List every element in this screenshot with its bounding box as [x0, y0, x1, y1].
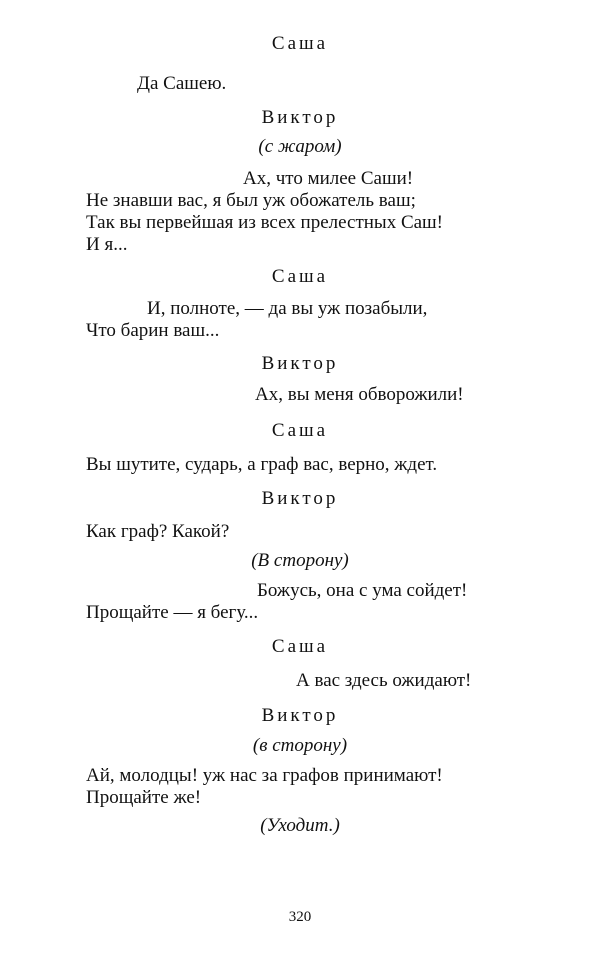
verse-line: Прощайте же!	[86, 787, 202, 808]
verse-line: Не знавши вас, я был уж обожатель ваш;	[86, 190, 416, 211]
stage-direction: (с жаром)	[258, 136, 342, 157]
verse-line: И я...	[86, 234, 128, 255]
speaker-sasha: Саша	[271, 33, 329, 54]
speaker-viktor: Виктор	[261, 705, 339, 726]
verse-line: Что барин ваш...	[86, 320, 220, 341]
verse-line: Вы шутите, сударь, а граф вас, верно, ждет.	[86, 454, 438, 475]
speaker-sasha: Саша	[271, 420, 329, 441]
stage-direction: (в сторону)	[252, 735, 348, 756]
speaker-sasha: Саша	[271, 636, 329, 657]
speaker-sasha: Саша	[271, 266, 329, 287]
stage-direction: (Уходит.)	[260, 815, 340, 836]
stage-direction: (В сторону)	[251, 550, 349, 571]
verse-line: Ах, что милее Саши!	[243, 168, 414, 189]
verse-line: И, полноте, — да вы уж позабыли,	[147, 298, 428, 319]
verse-line: Ах, вы меня обворожили!	[255, 384, 464, 405]
speaker-viktor: Виктор	[261, 488, 339, 509]
verse-line: Божусь, она с ума сойдет!	[257, 580, 468, 601]
page-number: 320	[288, 909, 312, 925]
verse-line: Да Сашею.	[137, 73, 227, 94]
speaker-viktor: Виктор	[261, 107, 339, 128]
speaker-viktor: Виктор	[261, 353, 339, 374]
verse-line: Ай, молодцы! уж нас за графов принимают!	[86, 765, 443, 786]
verse-line: Как граф? Какой?	[86, 521, 230, 542]
verse-line: Так вы первейшая из всех прелестных Саш!	[86, 212, 444, 233]
verse-line: А вас здесь ожидают!	[296, 670, 472, 691]
verse-line: Прощайте — я бегу...	[86, 602, 259, 623]
